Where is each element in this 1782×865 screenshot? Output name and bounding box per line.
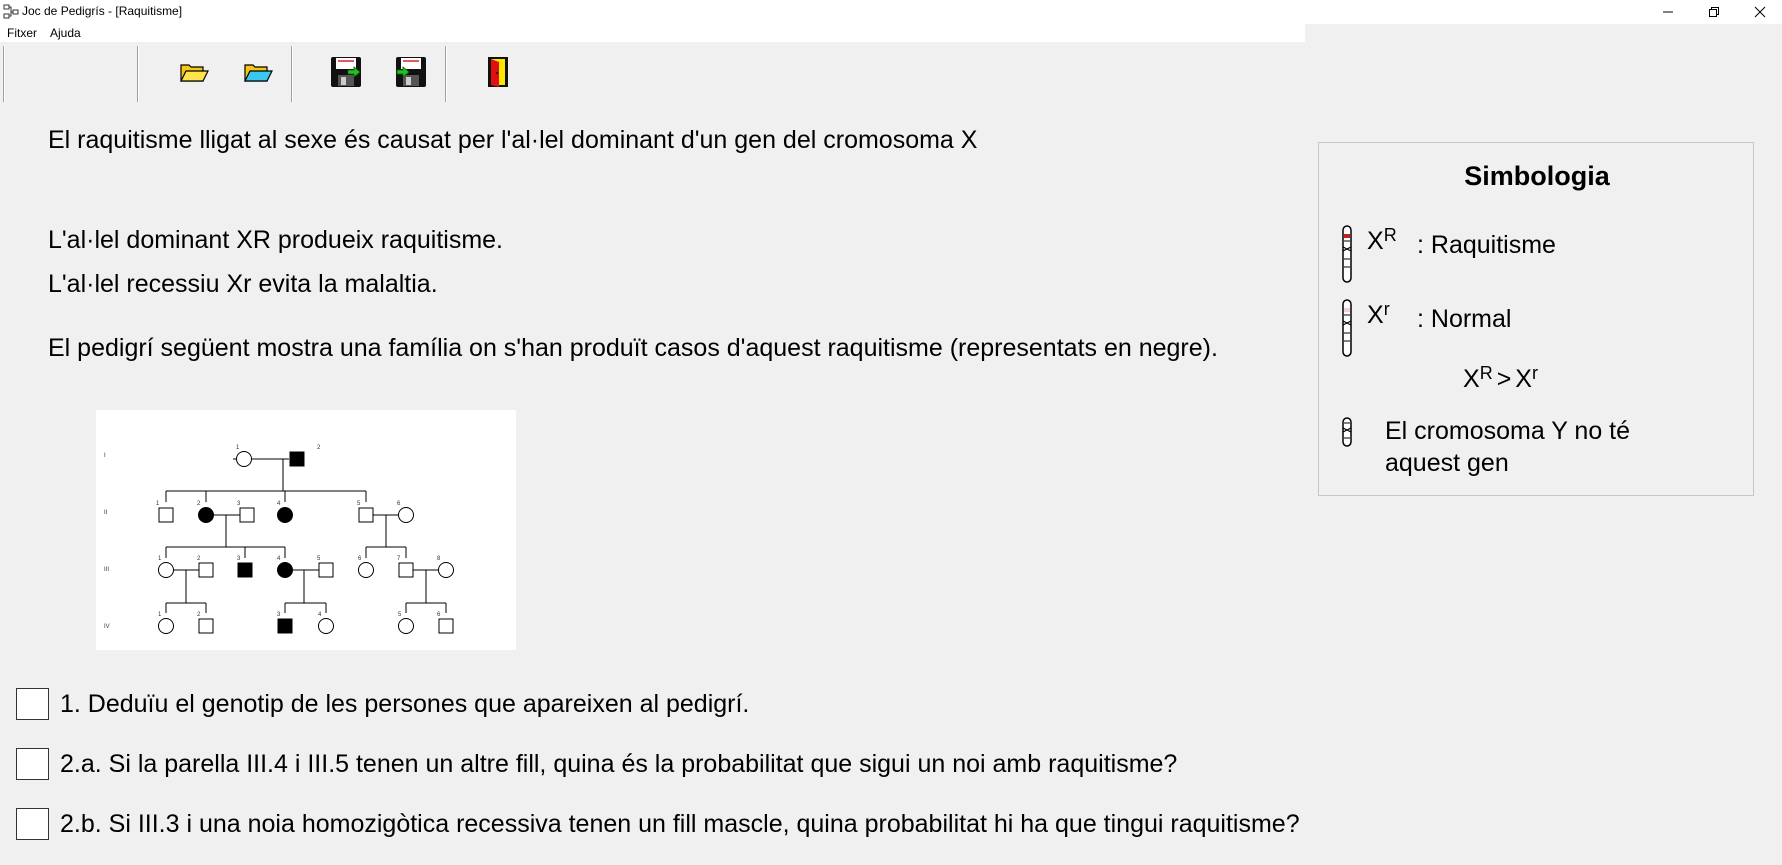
individual-III-4 [278, 563, 293, 578]
menu-fitxer[interactable]: Fitxer [7, 26, 37, 40]
individual-IV-5 [399, 619, 414, 634]
save-button[interactable] [330, 56, 362, 88]
open-folder-yellow-icon [179, 59, 209, 85]
question-2a-text: 2.a. Si la parella III.4 i III.5 tenen un altre fill, quina és la probabilitat que sigui un noi amb raquitisme? [60, 750, 1178, 778]
toolbar-separator [445, 46, 447, 102]
individual-III-6 [359, 563, 374, 578]
individual-II-4 [278, 508, 293, 523]
individual-number: 8 [437, 556, 441, 562]
individual-III-2 [199, 563, 213, 577]
individual-III-8 [439, 563, 454, 578]
individual-IV-4 [319, 619, 334, 634]
individual-number: 2 [317, 445, 321, 451]
individual-number: 6 [437, 612, 441, 618]
individual-number: 2 [197, 556, 201, 562]
title-bar [0, 0, 1782, 24]
individual-IV-6 [439, 619, 453, 633]
individual-number: 1 [158, 612, 162, 618]
legend-title: Simbologia [1464, 161, 1610, 191]
close-icon [1754, 6, 1766, 18]
x-chromosome-dominant-icon [1341, 225, 1353, 283]
individual-III-5 [319, 563, 333, 577]
individual-number: 3 [237, 501, 241, 507]
open-folder-blue-icon [243, 59, 273, 85]
individual-II-3 [240, 508, 254, 522]
individual-II-5 [359, 508, 373, 522]
minimize-icon [1662, 6, 1674, 18]
generation-label: I [104, 453, 106, 459]
open-yellow-button[interactable] [178, 56, 210, 88]
x-letter: X [1463, 365, 1480, 393]
individual-I-2 [290, 452, 304, 466]
individual-number: 3 [237, 556, 241, 562]
individual-II-1 [159, 508, 173, 522]
greater-than-symbol: > [1496, 365, 1512, 393]
pedigree-svg [96, 410, 516, 650]
restore-button[interactable] [1691, 0, 1737, 24]
individual-number: 1 [236, 445, 240, 451]
x-letter: X [1367, 301, 1384, 329]
x-chromosome-recessive-icon [1341, 299, 1353, 357]
individual-III-1 [159, 563, 174, 578]
legend-panel [1318, 142, 1754, 496]
intro-text: El raquitisme lligat al sexe és causat per l'al·lel dominant d'un gen del cromosoma X [48, 126, 978, 154]
individual-number: 3 [277, 612, 281, 618]
question-2a-checkbox[interactable] [16, 748, 49, 780]
pedigree-lines [166, 459, 446, 613]
generation-label: II [104, 510, 108, 516]
close-button[interactable] [1737, 0, 1782, 24]
individual-III-7 [399, 563, 413, 577]
allele-superscript: r [1531, 363, 1538, 383]
question-2b-text: 2.b. Si III.3 i una noia homozigòtica recessiva tenen un fill mascle, quina probabilitat hi ha que tingui raquitisme? [60, 810, 1300, 838]
open-blue-button[interactable] [242, 56, 274, 88]
generation-label: III [104, 567, 110, 573]
individual-number: 2 [197, 612, 201, 618]
toolbar [0, 42, 1782, 104]
save-as-disk-icon [395, 56, 427, 88]
pedigree-diagram [96, 410, 516, 650]
individual-IV-2 [199, 619, 213, 633]
individual-number: 6 [358, 556, 362, 562]
individual-number: 5 [357, 501, 361, 507]
individual-number: 1 [156, 501, 160, 507]
restore-icon [1708, 6, 1720, 18]
window-title: Joc de Pedigrís - [Raquitisme] [22, 4, 183, 18]
minimize-button[interactable] [1645, 0, 1691, 24]
individual-III-3 [238, 563, 252, 577]
legend-y-text-line1: El cromosoma Y no té [1385, 417, 1631, 445]
legend-raquitisme-text: : Raquitisme [1417, 231, 1556, 259]
individual-IV-1 [159, 619, 174, 634]
allele-superscript: R [1383, 225, 1397, 245]
dominant-allele-text: L'al·lel dominant XR produeix raquitisme. [48, 226, 503, 254]
generation-label: IV [104, 624, 110, 630]
pedigree-tree-icon [3, 4, 19, 20]
individual-number: 1 [158, 556, 162, 562]
individual-number: 7 [397, 556, 401, 562]
legend-xr-dominant-label [1367, 227, 1397, 256]
legend-xr-recessive-label [1367, 301, 1390, 330]
allele-superscript: R [1479, 363, 1493, 383]
allele-superscript: r [1383, 299, 1390, 319]
toolbar-separator [137, 46, 139, 102]
individual-IV-3 [278, 619, 292, 633]
question-1-checkbox[interactable] [16, 688, 49, 720]
exit-button[interactable] [483, 56, 515, 88]
pedigree-description: El pedigrí següent mostra una família on s'han produït casos d'aquest raquitisme (representats en negre). [48, 334, 1218, 362]
toolbar-separator [3, 46, 5, 102]
individual-II-6 [399, 508, 414, 523]
legend-normal-text: : Normal [1417, 305, 1512, 333]
x-letter: X [1515, 365, 1532, 393]
individual-number: 5 [317, 556, 321, 562]
individual-number: 4 [277, 556, 281, 562]
question-2b-checkbox[interactable] [16, 808, 49, 840]
individual-number: 6 [397, 501, 401, 507]
save-disk-icon [330, 56, 362, 88]
legend-y-text-line2: aquest gen [1385, 449, 1509, 477]
menu-bar [0, 24, 1305, 42]
exit-door-icon [486, 56, 512, 88]
save-as-button[interactable] [395, 56, 427, 88]
individual-II-2 [199, 508, 214, 523]
question-1-text: 1. Deduïu el genotip de les persones que apareixen al pedigrí. [60, 690, 750, 718]
menu-ajuda[interactable]: Ajuda [50, 26, 81, 40]
toolbar-separator [291, 46, 293, 102]
y-chromosome-icon [1341, 417, 1353, 447]
individual-I-1 [237, 452, 252, 467]
individual-number: 4 [277, 501, 281, 507]
legend-dominance-relation [1463, 365, 1538, 394]
x-letter: X [1367, 227, 1384, 255]
individual-number: 5 [398, 612, 402, 618]
individual-number: 4 [318, 612, 322, 618]
recessive-allele-text: L'al·lel recessiu Xr evita la malaltia. [48, 270, 438, 298]
individual-number: 2 [197, 501, 201, 507]
